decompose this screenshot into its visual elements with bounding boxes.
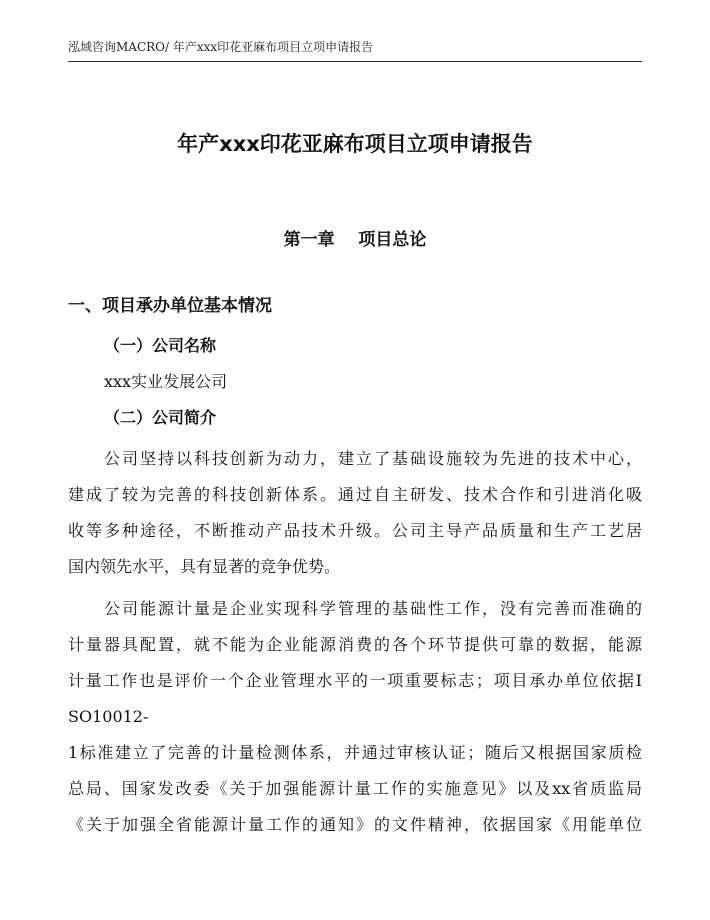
document-title: 年产xxx印花亚麻布项目立项申请报告 bbox=[177, 132, 533, 156]
paragraph-line: SO10012- bbox=[68, 707, 149, 726]
chapter-title: 第一章 项目总论 bbox=[283, 230, 427, 250]
paragraph-line: 公司能源计量是企业实现科学管理的基础性工作，没有完善而准确的 bbox=[104, 599, 642, 618]
paragraph-line: 计量工作也是评价一个企业管理水平的一项重要标志；项目承办单位依据I bbox=[68, 671, 642, 690]
profile-paragraph-2 bbox=[68, 591, 642, 843]
subsection-heading-company-name: （一）公司名称 bbox=[104, 336, 217, 355]
paragraph-line: 建成了较为完善的科技创新体系。通过自主研发、技术合作和引进消化吸 bbox=[68, 485, 642, 504]
section-heading: 一、项目承办单位基本情况 bbox=[68, 296, 272, 316]
paragraph-line: 1标准建立了完善的计量检测体系，并通过审核认证；随后又根据国家质检 bbox=[68, 743, 642, 762]
company-name-paragraph bbox=[68, 364, 642, 400]
paragraph-line: 《关于加强全省能源计量工作的通知》的文件精神，依据国家《用能单位 bbox=[68, 815, 642, 834]
paragraph-line: 国内领先水平，具有显著的竞争优势。 bbox=[68, 557, 341, 576]
header-divider bbox=[68, 61, 642, 62]
paragraph-line: 公司坚持以科技创新为动力，建立了基础设施较为先进的技术中心， bbox=[104, 449, 642, 468]
subsection-heading-company-profile: （二）公司简介 bbox=[104, 408, 217, 427]
paragraph-line: 总局、国家发改委《关于加强能源计量工作的实施意见》以及xx省质监局 bbox=[68, 779, 642, 798]
profile-paragraph-1 bbox=[68, 441, 642, 585]
company-name-text: xxx实业发展公司 bbox=[104, 372, 228, 391]
running-header: 泓域咨询MACRO/ 年产xxx印花亚麻布项目立项申请报告 bbox=[68, 40, 374, 54]
paragraph-line: 收等多种途径，不断推动产品技术升级。公司主导产品质量和生产工艺居 bbox=[68, 521, 642, 540]
paragraph-line: 计量器具配置，就不能为企业能源消费的各个环节提供可靠的数据，能源 bbox=[68, 635, 642, 654]
